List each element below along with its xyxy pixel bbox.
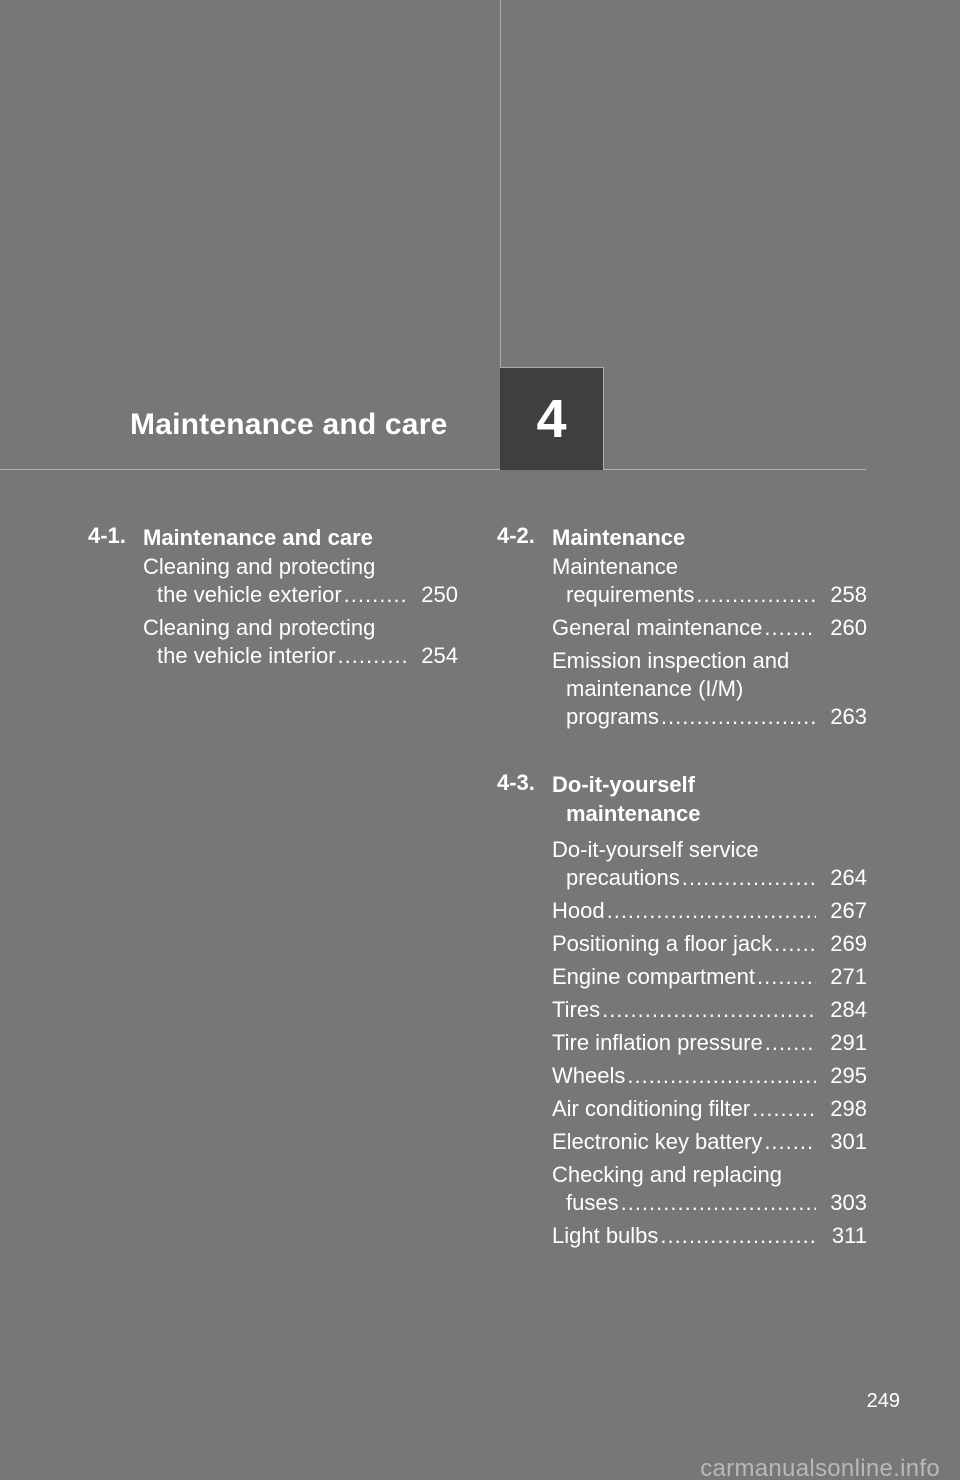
leader-dots (752, 1095, 816, 1123)
entry-text: fuses (566, 1190, 619, 1215)
page-number: 249 (866, 1390, 900, 1412)
entry-text: Air conditioning filter (552, 1096, 751, 1121)
horizontal-rule (0, 469, 866, 470)
entry-text: Emission inspection and (552, 648, 790, 673)
toc-entry[interactable] (552, 1029, 867, 1057)
entry-text: the vehicle exterior (157, 582, 342, 607)
entry-page: 250 (421, 582, 458, 607)
toc-entry[interactable] (143, 553, 458, 609)
chapter-number: 4 (536, 389, 567, 449)
entry-text: Checking and replacing (552, 1162, 782, 1187)
entry-page: 258 (830, 582, 867, 607)
entry-text: Light bulbs (552, 1223, 659, 1248)
toc-entry[interactable] (552, 1128, 867, 1156)
entry-page: 267 (830, 898, 867, 923)
watermark: carmanualsonline.info (700, 1455, 940, 1480)
chapter-number-tab (500, 367, 604, 470)
entry-page: 254 (421, 643, 458, 668)
toc-section-4-2 (497, 523, 867, 736)
leader-dots (607, 897, 817, 925)
entry-text: Electronic key battery (552, 1129, 763, 1154)
section-title: Maintenance and care (143, 525, 373, 550)
section-title-line: maintenance (566, 801, 701, 826)
section-entries (552, 553, 867, 731)
section-heading (497, 770, 867, 836)
leader-dots (774, 930, 816, 958)
entry-page: 264 (830, 865, 867, 890)
entry-text: Tire inflation pressure (552, 1030, 763, 1055)
entry-page: 298 (830, 1096, 867, 1121)
entry-text: Engine compartment (552, 964, 755, 989)
section-heading (88, 523, 458, 553)
toc-entry[interactable] (552, 647, 867, 731)
entry-text: Maintenance (552, 554, 678, 579)
toc-entry[interactable] (552, 930, 867, 958)
leader-dots (661, 703, 816, 731)
toc-entry[interactable] (552, 897, 867, 925)
section-entries (143, 553, 458, 670)
leader-dots (338, 642, 408, 670)
entry-page: 284 (830, 997, 867, 1022)
toc-entry[interactable] (552, 553, 867, 609)
entry-text: Hood (552, 898, 605, 923)
leader-dots (757, 963, 816, 991)
entry-text: Positioning a floor jack (552, 931, 773, 956)
entry-page: 291 (830, 1030, 867, 1055)
leader-dots (682, 864, 817, 892)
entry-text: Tires (552, 997, 601, 1022)
entry-text: Wheels (552, 1063, 626, 1088)
leader-dots (344, 581, 408, 609)
entry-page: 260 (830, 615, 867, 640)
entry-text: precautions (566, 865, 680, 890)
leader-dots (764, 614, 816, 642)
toc-entry[interactable] (552, 1161, 867, 1217)
entry-page: 303 (830, 1190, 867, 1215)
entry-page: 295 (830, 1063, 867, 1088)
section-title-line: Do-it-yourself (552, 772, 695, 797)
leader-dots (696, 581, 816, 609)
section-number: 4-2. (497, 523, 535, 548)
section-title: Maintenance (552, 525, 686, 550)
entry-text: General maintenance (552, 615, 763, 640)
leader-dots (764, 1128, 816, 1156)
entry-text: requirements (566, 582, 695, 607)
entry-page: 301 (830, 1129, 867, 1154)
entry-page: 311 (831, 1223, 867, 1248)
toc-entry[interactable] (552, 963, 867, 991)
leader-dots (765, 1029, 817, 1057)
entry-text: Do-it-yourself service (552, 837, 759, 862)
leader-dots (627, 1062, 816, 1090)
toc-entry[interactable] (552, 836, 867, 892)
leader-dots (602, 996, 816, 1024)
entry-page: 271 (830, 964, 867, 989)
toc-section-4-3 (497, 770, 867, 1255)
entry-page: 269 (830, 931, 867, 956)
entry-text: Cleaning and protecting (143, 615, 376, 640)
leader-dots (621, 1189, 817, 1217)
section-entries (552, 836, 867, 1250)
entry-text: Cleaning and protecting (143, 554, 376, 579)
toc-entry[interactable] (552, 1095, 867, 1123)
toc-entry[interactable] (552, 1062, 867, 1090)
toc-entry[interactable] (552, 1222, 867, 1250)
section-title (552, 770, 882, 828)
entry-text: programs (566, 704, 659, 729)
entry-page: 263 (830, 704, 867, 729)
section-heading (497, 523, 867, 553)
toc-entry[interactable] (552, 996, 867, 1024)
section-number: 4-3. (497, 770, 535, 795)
entry-text: the vehicle interior (157, 643, 336, 668)
section-number: 4-1. (88, 523, 126, 548)
chapter-title: Maintenance and care (130, 408, 448, 441)
toc-section-4-1 (88, 523, 458, 675)
leader-dots (660, 1222, 818, 1250)
toc-entry[interactable] (552, 614, 867, 642)
toc-entry[interactable] (143, 614, 458, 670)
entry-text: maintenance (I/M) (566, 676, 744, 701)
